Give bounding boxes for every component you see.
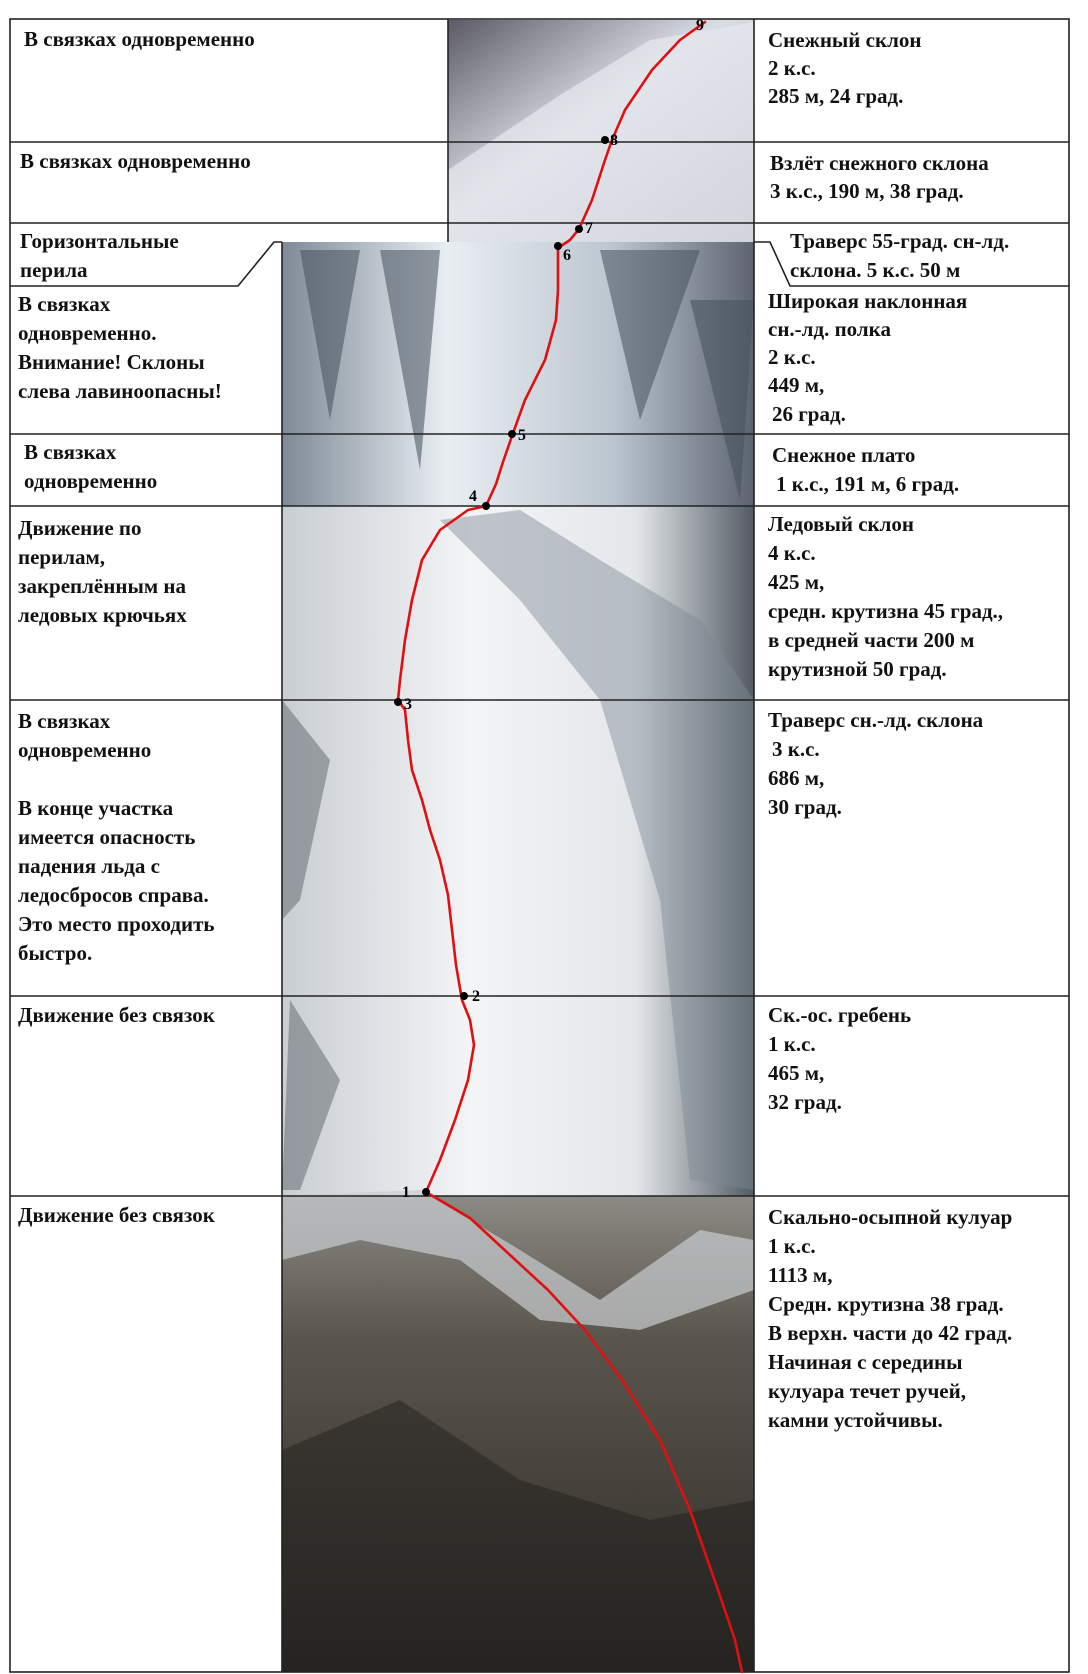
section-5-right-line: 1 к.с., 191 м, 6 град. <box>776 472 960 496</box>
section-7-left-line: имеется опасность <box>18 825 196 849</box>
section-7-right-line: 686 м, <box>768 766 825 790</box>
section-7-left-line: В конце участка <box>18 796 174 820</box>
section-7-left <box>18 709 220 965</box>
mountain-photo <box>282 20 754 1672</box>
section-6-left-line: перилам, <box>18 545 106 569</box>
waypoint-1-label: 1 <box>402 1184 410 1201</box>
section-5-right <box>772 443 959 496</box>
section-9-right-line: 1 к.с. <box>768 1234 816 1258</box>
section-4-right-line: сн.-лд. полка <box>768 317 891 341</box>
section-6-right-line: 425 м, <box>768 570 825 594</box>
section-5-right-line: Снежное плато <box>772 443 916 467</box>
section-3-right-line: Траверс 55-град. сн-лд. <box>790 229 1010 253</box>
section-6-right-line: средн. крутизна 45 град., <box>768 599 1004 623</box>
section-9-right <box>768 1205 1018 1432</box>
section-3-right <box>790 229 1014 282</box>
section-7-left-line: В связках <box>18 709 111 733</box>
waypoint-8-label: 8 <box>610 132 618 149</box>
section-9-right-line: кулуара течет ручей, <box>768 1379 966 1403</box>
waypoint-4-label: 4 <box>469 488 477 505</box>
section-1-right-line: 2 к.с. <box>768 56 816 80</box>
section-9-left-line: Движение без связок <box>18 1203 215 1227</box>
section-2-right <box>770 151 994 203</box>
section-4-right-line: 449 м, <box>768 373 825 397</box>
waypoint-5-label: 5 <box>518 427 526 444</box>
section-7-right <box>768 708 988 819</box>
section-4-left <box>18 292 222 403</box>
section-1-left-line: В связках одновременно <box>24 27 255 51</box>
section-6-left-line: Движение по <box>18 516 142 540</box>
section-6-right-line: 4 к.с. <box>768 541 816 565</box>
section-7-left-line: Это место проходить <box>18 912 215 936</box>
section-8-left-line: Движение без связок <box>18 1003 215 1027</box>
section-5-left-line: одновременно <box>24 469 158 493</box>
section-2-left <box>20 149 251 173</box>
section-3-left-line: перила <box>20 258 88 282</box>
section-1-right-line: Снежный склон <box>768 28 922 52</box>
section-6-left-line: ледовых крючьях <box>18 603 187 627</box>
section-7-left-line: быстро. <box>18 941 93 965</box>
section-3-right-line: склона. 5 к.с. 50 м <box>790 258 961 282</box>
section-3-left-line: Горизонтальные <box>20 229 179 253</box>
section-7-right-line: Траверс сн.-лд. склона <box>768 708 984 732</box>
section-6-left-line: закреплённым на <box>18 574 186 598</box>
waypoint-4-dot <box>482 502 490 510</box>
section-6-right-line: Ледовый склон <box>768 512 915 536</box>
section-7-left-line: одновременно <box>18 738 152 762</box>
section-4-left-line: слева лавиноопасны! <box>18 379 222 403</box>
section-8-right-line: 465 м, <box>768 1061 825 1085</box>
waypoint-6-dot <box>554 242 562 250</box>
waypoint-8-dot <box>601 136 609 144</box>
section-9-right-line: 1113 м, <box>768 1263 833 1287</box>
waypoint-3-label: 3 <box>404 696 412 713</box>
section-9-right-line: камни устойчивы. <box>768 1408 943 1432</box>
waypoint-3-dot <box>394 698 402 706</box>
section-4-right <box>768 289 973 426</box>
section-8-right-line: 32 град. <box>768 1090 842 1114</box>
section-7-left-line: ледосбросов справа. <box>18 883 209 907</box>
section-9-right-line: Начиная с середины <box>768 1350 963 1374</box>
section-2-right-line: 3 к.с., 190 м, 38 град. <box>770 179 964 203</box>
section-4-right-line: 26 град. <box>772 402 846 426</box>
waypoint-2-label: 2 <box>472 988 480 1005</box>
section-3-left <box>20 229 184 282</box>
section-8-right-line: Ск.-ос. гребень <box>768 1003 912 1027</box>
section-5-left-line: В связках <box>24 440 117 464</box>
waypoint-2-dot <box>460 992 468 1000</box>
section-8-right <box>768 1003 916 1114</box>
section-4-right-line: 2 к.с. <box>768 345 816 369</box>
section-4-left-line: Внимание! Склоны <box>18 350 205 374</box>
waypoint-6-label: 6 <box>563 247 571 264</box>
section-7-right-line: 30 град. <box>768 795 842 819</box>
section-7-left-line: падения льда с <box>18 854 160 878</box>
section-7-right-line: 3 к.с. <box>772 737 820 761</box>
section-1-right <box>768 28 927 108</box>
section-8-right-line: 1 к.с. <box>768 1032 816 1056</box>
section-9-left <box>18 1203 216 1227</box>
section-6-right-line: в средней части 200 м <box>768 628 975 652</box>
section-5-left <box>24 440 157 493</box>
section-6-right-line: крутизной 50 град. <box>768 657 947 681</box>
section-1-left <box>24 27 255 51</box>
waypoint-1-dot <box>422 1188 430 1196</box>
waypoint-9-label: 9 <box>696 17 704 34</box>
section-6-left <box>18 516 191 627</box>
section-1-right-line: 285 м, 24 град. <box>768 84 904 108</box>
section-2-right-line: Взлёт снежного склона <box>770 151 989 175</box>
section-9-right-line: В верхн. части до 42 град. <box>768 1321 1013 1345</box>
section-2-left-line: В связках одновременно <box>20 149 251 173</box>
waypoint-5-dot <box>508 430 516 438</box>
section-9-right-line: Средн. крутизна 38 град. <box>768 1292 1004 1316</box>
section-6-right <box>768 512 1008 681</box>
section-9-right-line: Скально-осыпной кулуар <box>768 1205 1013 1229</box>
section-4-left-line: одновременно. <box>18 321 157 345</box>
waypoint-7-dot <box>575 225 583 233</box>
section-8-left <box>18 1003 216 1027</box>
waypoint-7-label: 7 <box>585 220 593 237</box>
section-4-left-line: В связках <box>18 292 111 316</box>
section-4-right-line: Широкая наклонная <box>768 289 968 313</box>
